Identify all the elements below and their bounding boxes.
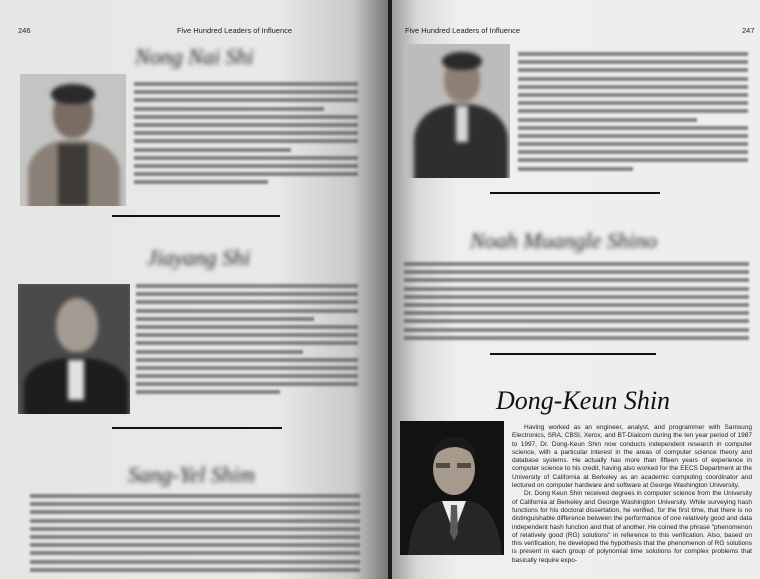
- portrait-photo-3: [404, 44, 510, 178]
- featured-portrait-photo: [400, 421, 504, 555]
- divider-rule-4: [490, 353, 656, 355]
- divider-rule-1: [112, 215, 280, 217]
- entry-text-1: [134, 82, 358, 188]
- entry-text-5: [404, 262, 749, 344]
- entry-name-1: Nong Nai Shi: [135, 44, 254, 69]
- divider-rule-2: [112, 427, 282, 429]
- portrait-figure: [400, 421, 504, 555]
- featured-bio: [512, 424, 752, 565]
- portrait-photo-2: [18, 284, 130, 414]
- right-running-head: Five Hundred Leaders of Influence: [405, 26, 521, 35]
- portrait-photo-1: [20, 74, 126, 206]
- entry-text-4: [518, 52, 748, 175]
- right-page-number: 247: [742, 26, 755, 35]
- featured-name: Dong-Keun Shin: [496, 386, 671, 415]
- entry-name-4: Noah Muangle Shino: [470, 228, 657, 253]
- entry-name-3: Sang-Yel Shim: [128, 462, 255, 487]
- bio-paragraph-2: Dr. Dong Keun Shin received degrees in computer science from the University of California at Berkeley and George Washington University. While surveying hash functions for his doctoral dissertation, he verified, for the first time, that there is no distinguishable difference between the performance of one relatively good and data independent hash function and that of another. He coined the phrase "phenomenon of relatively good (RG) solutions" in reference to this verification. Also, based on this verification, he developed the hypothesis that the phenomenon of RG solutions is present in each group of polynomial time solutions for complex problems that basically require expo-: [512, 490, 752, 564]
- entry-text-2: [136, 284, 358, 399]
- left-running-head: Five Hundred Leaders of Influence: [177, 26, 293, 35]
- right-page: [392, 0, 760, 579]
- bio-paragraph-1: Having worked as an engineer, analyst, and programmer with Samsung Electronics, SRA, CBSI, Xerox, and BT-Dialcom during the ten year period of 1987 to 1997, Dr. Dong-Keun Shin now conducts independent research in computer science, with a particular interest in the areas of computer science theory and database systems. He actually has more than fifteen years of experience in computer science to his credit, having also worked for the EECS Department at the University of California at Berkeley as an academic computing coordinator and lectured on computer hardware and software at George Washington University.: [512, 424, 752, 490]
- entry-text-3: [30, 494, 360, 576]
- entry-name-2: Jiayang Shi: [147, 245, 251, 270]
- left-page-number: 246: [18, 26, 31, 35]
- divider-rule-3: [490, 192, 660, 194]
